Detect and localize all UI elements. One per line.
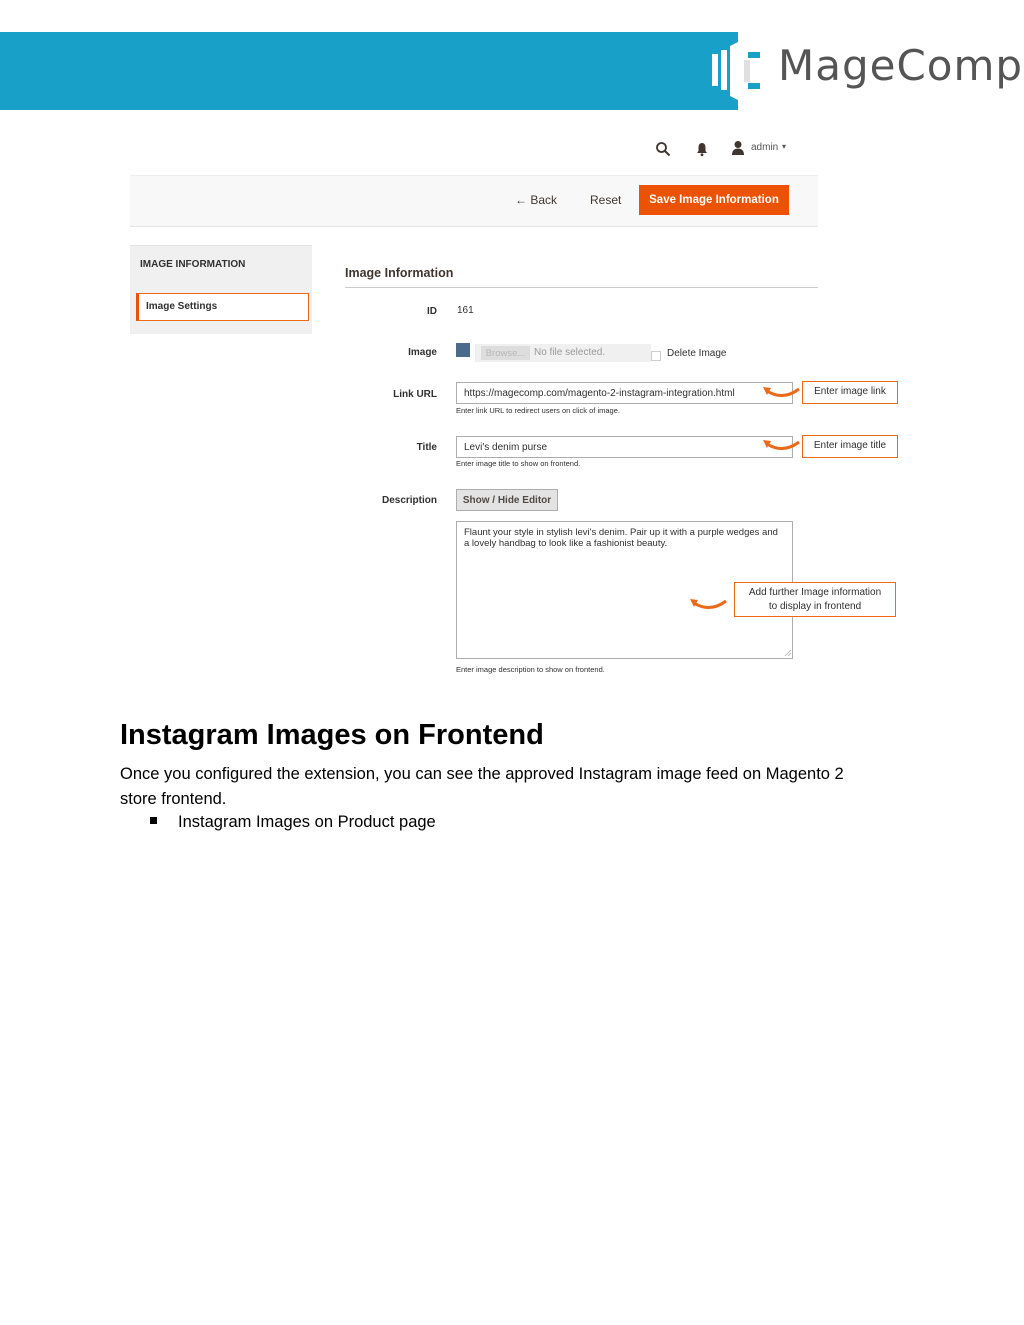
curved-arrow-icon [688,595,728,613]
title-note: Enter image title to show on frontend. [456,459,581,468]
delete-image-checkbox[interactable] [651,351,661,361]
magecomp-logo-icon [708,32,778,110]
back-button[interactable]: ← Back [515,193,558,207]
admin-screenshot [120,125,910,695]
curved-arrow-icon [761,383,801,401]
callout-description [734,582,896,617]
sidebar [130,245,312,334]
page-actions [130,175,818,227]
reset-button[interactable]: Reset [590,193,622,207]
description-note: Enter image description to show on frontend. [456,665,605,674]
title-input[interactable]: Levi's denim purse [456,436,793,458]
curved-arrow-icon [761,436,801,454]
section-heading: Instagram Images on Frontend [120,719,544,751]
callout-link: Enter image link [802,381,898,404]
sidebar-title: IMAGE INFORMATION [140,259,246,270]
callout-description-line-1: Add further Image information [748,587,882,598]
body-paragraph: Once you configured the extension, you can see the approved Instagram image feed on Magento 2 store frontend. [120,765,844,808]
callout-title: Enter image title [802,435,898,458]
save-image-information-button[interactable]: Save Image Information [639,185,789,215]
search-icon[interactable] [655,141,671,157]
delete-image-label: Delete Image [667,348,727,359]
section-title: Image Information [345,266,454,280]
user-icon[interactable] [731,140,745,156]
id-label: ID [427,306,437,317]
link-url-note: Enter link URL to redirect users on click of image. [456,406,620,415]
description-label: Description [381,495,437,506]
brand-name: MageComp [778,41,1024,90]
bullet-text: Instagram Images on Product page [178,813,436,831]
callout-description-line-2: to display in frontend [768,601,862,612]
header-banner [0,32,738,110]
title-label: Title [416,442,437,453]
magecomp-logo [708,32,1024,110]
id-value: 161 [457,305,474,316]
image-thumbnail[interactable] [456,343,470,357]
link-url-label: Link URL [393,389,437,400]
link-url-input[interactable]: https://magecomp.com/magento-2-instagram-integration.html [456,382,793,404]
no-file-label: No file selected. [534,347,606,358]
chevron-down-icon[interactable]: ▾ [782,142,787,151]
bell-icon[interactable] [695,141,709,157]
bullet-square-icon [150,817,157,824]
description-textarea[interactable]: Flaunt your style in stylish levi's denim. Pair up it with a purple wedges and a lovely handbag to look like a fashionist beauty. [456,521,793,659]
resize-handle-icon[interactable] [784,649,792,657]
divider [345,287,818,288]
bullet-item [150,813,436,832]
admin-user-label[interactable]: admin [751,142,779,153]
show-hide-editor-button[interactable]: Show / Hide Editor [456,489,558,511]
browse-button[interactable]: Browse... [481,346,530,360]
sidebar-item-image-settings[interactable]: Image Settings [136,293,309,321]
image-label: Image [408,347,437,358]
admin-topbar [655,139,815,159]
